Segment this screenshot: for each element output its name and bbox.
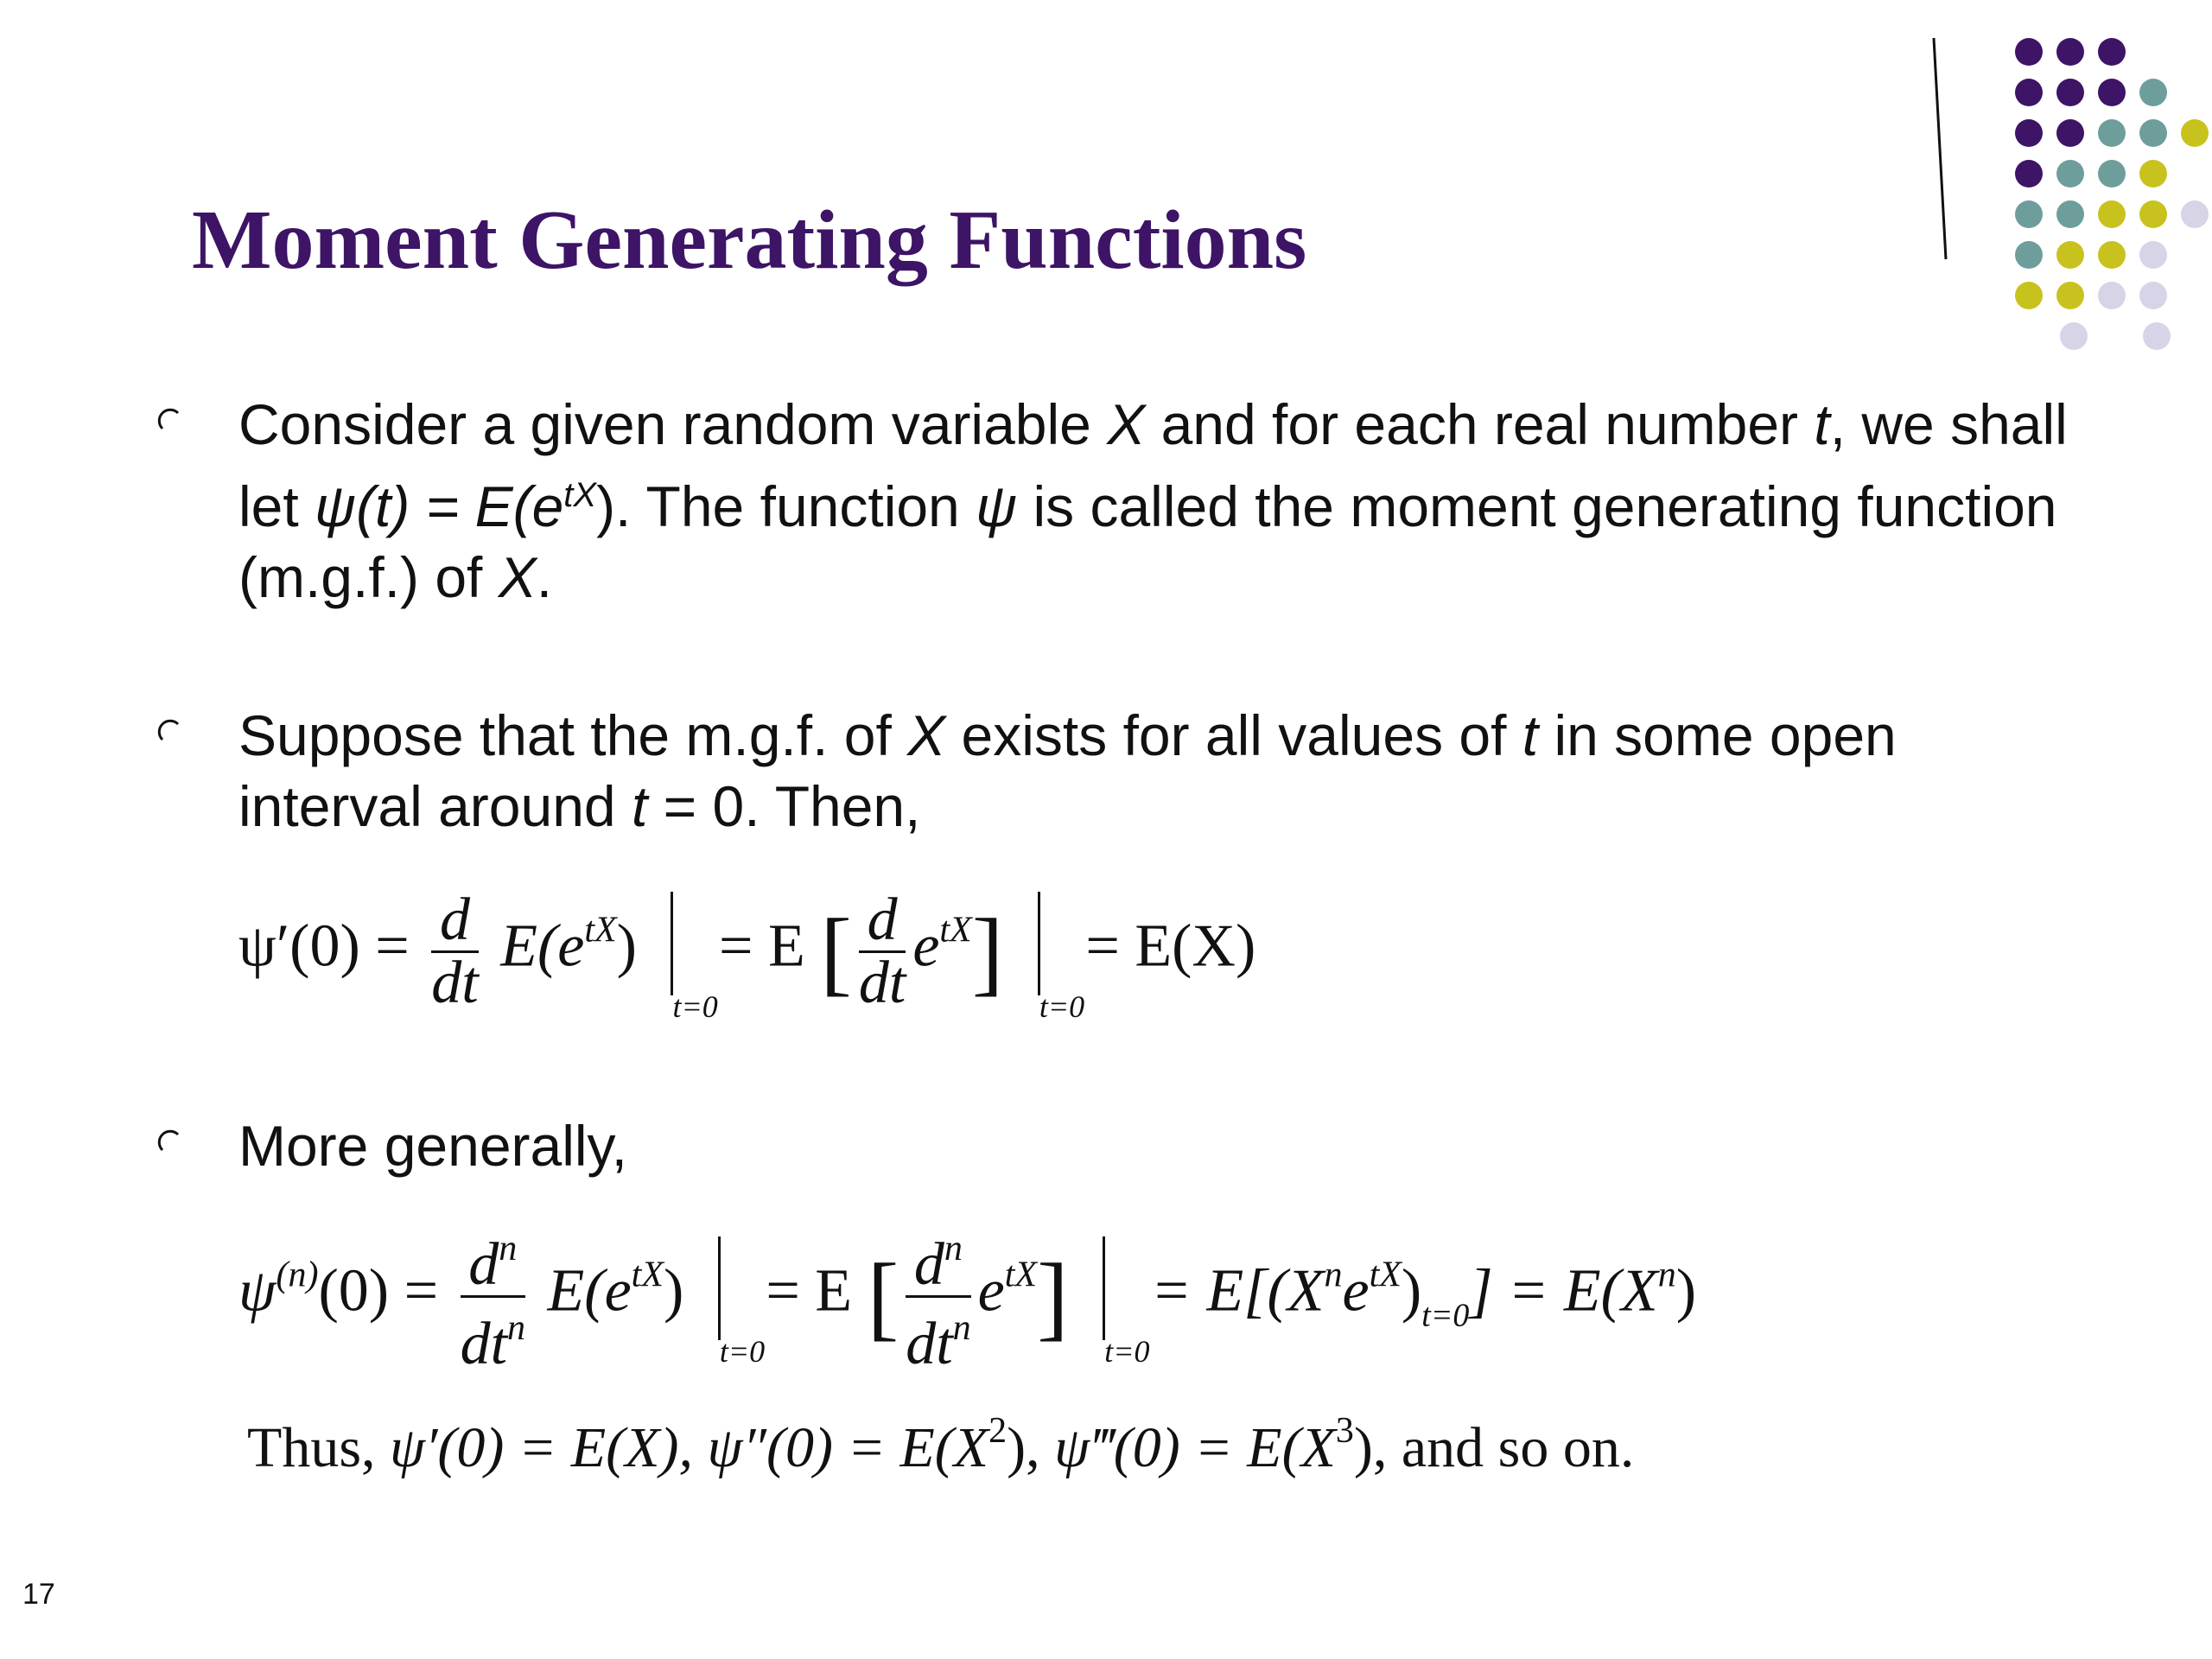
bullet-text-mgf-definition — [238, 389, 2070, 613]
thus-first-moment: ψ′(0) = E(X), — [390, 1416, 694, 1479]
decorative-dot — [2181, 200, 2209, 228]
thus-second-moment: ψ″(0) = E(X — [707, 1416, 989, 1479]
eq2-frac-num: d — [468, 1231, 499, 1298]
decorative-dot-grid — [0, 0, 2212, 363]
thus-word: Thus, — [247, 1416, 376, 1479]
page-title: Moment Generating Functions — [192, 194, 1307, 287]
bullet-1-segment-1: X — [907, 703, 946, 767]
eq1-lhs: ψ′(0) = — [238, 912, 410, 980]
decorative-dot — [2015, 200, 2043, 228]
eq2-eval-bar-2 — [1084, 1236, 1150, 1369]
eq1-eval-bar — [652, 892, 718, 1024]
eq1-expectation: E(e — [500, 912, 585, 980]
eq1-eval-at: t=0 — [672, 988, 718, 1024]
bullet-0-segment-3: t — [1814, 392, 1830, 456]
eq1-mid-sup: tX — [939, 910, 972, 950]
thus-second-sup: 2 — [988, 1411, 1007, 1451]
bullet-0-segment-9: is called the moment generating function (m.g.f.) of — [238, 474, 2057, 609]
decorative-dot — [2015, 119, 2043, 147]
bullet-0-segment-10: X — [498, 545, 537, 609]
bullet-1-segment-4: in some open interval around — [238, 703, 1897, 838]
eq2-exp-sup: tX — [631, 1255, 664, 1295]
eq2-tail-sup2: tX — [1369, 1255, 1402, 1295]
decorative-dot — [2056, 241, 2084, 269]
eq1-frac2-den: dt — [858, 950, 906, 1016]
decorative-dot — [2060, 322, 2088, 350]
decorative-dot — [2139, 119, 2167, 147]
decorative-dot — [2056, 160, 2084, 188]
eq2-lhs: ψ — [238, 1257, 276, 1325]
eq1-frac-num: d — [431, 890, 478, 953]
decorative-dot — [2143, 322, 2171, 350]
decorative-dot — [2098, 38, 2126, 66]
eq2-eval-bar — [699, 1236, 766, 1369]
decorative-dot — [2098, 119, 2126, 147]
decorative-dot — [2098, 160, 2126, 188]
decorative-dot — [2015, 282, 2043, 309]
eq2-lhs-sup: (n) — [276, 1255, 319, 1295]
eq2-frac2-den-sup: n — [952, 1308, 971, 1348]
decorative-dot — [2098, 200, 2126, 228]
eq2-eval-at-2: t=0 — [1104, 1333, 1150, 1369]
eq1-close: ) — [616, 912, 637, 980]
eq2-frac2-den: dt — [906, 1311, 953, 1377]
eq1-fraction — [431, 887, 479, 1016]
decorative-dot — [2139, 79, 2167, 106]
circle-arc-bullet-icon — [156, 1128, 183, 1155]
decorative-dot — [2139, 200, 2167, 228]
eq2-tail-close: ) — [1401, 1257, 1422, 1325]
eq2-tail-end: ] = E(X — [1469, 1257, 1658, 1325]
bullet-1-segment-3: t — [1522, 703, 1539, 767]
bullet-1-segment-0: Suppose that the m.g.f. of — [238, 703, 908, 767]
eq2-tail-sub: t=0 — [1421, 1297, 1470, 1334]
bullet-1-segment-6: = 0. Then, — [647, 774, 921, 838]
eq1-eval-at-2: t=0 — [1039, 988, 1085, 1024]
bullet-1-segment-2: exists for all values of — [945, 703, 1522, 767]
eq2-expectation: E(e — [547, 1257, 632, 1325]
decorative-dot — [2098, 241, 2126, 269]
equation-thus-line — [247, 1410, 1634, 1481]
decorative-dot — [2139, 282, 2167, 309]
thus-third-sup: 3 — [1335, 1411, 1354, 1451]
decorative-dot — [2098, 79, 2126, 106]
decorative-dot — [2181, 119, 2209, 147]
eq2-fraction-2 — [906, 1218, 970, 1375]
eq2-tail-sup1: n — [1324, 1255, 1343, 1295]
decorative-dot — [2056, 38, 2084, 66]
bullet-0-segment-7: ). The function — [596, 474, 976, 538]
circle-arc-bullet-icon — [156, 717, 183, 745]
decorative-dot — [2098, 282, 2126, 309]
decorative-dot — [2056, 200, 2084, 228]
eq1-eval-bar-2 — [1019, 892, 1085, 1024]
eq1-mid: = E — [718, 912, 805, 980]
bullet-0-segment-4: , we shall let — [238, 392, 2068, 538]
decorative-dot — [2056, 119, 2084, 147]
bullet-0-segment-1: X — [1107, 392, 1146, 456]
decorative-dot — [2056, 79, 2084, 106]
thus-third-close: ), — [1353, 1416, 1388, 1479]
eq2-mid: = E — [766, 1257, 853, 1325]
eq2-frac2-num-sup: n — [944, 1229, 963, 1268]
decorative-dot — [2056, 282, 2084, 309]
divider-line — [1934, 38, 1946, 259]
eq2-fraction — [461, 1218, 525, 1375]
eq2-rhs-sup: n — [1657, 1255, 1676, 1295]
eq2-frac-den: dt — [460, 1311, 508, 1377]
eq2-mid-sup: tX — [1004, 1255, 1038, 1295]
equation-nth-derivative: $\psi^{(n)}(0)$ = $\frac{d^n}{dt^n}$ $E(e^{tX})$ t=0 = E [ $\frac{d^n}{dt^n}$ $e^{tX}$] t=0 = $E[(X^ne^{tX})_{t=0}] = E(X^n)$ — [238, 1218, 1696, 1375]
bullet-text-mgf-exists — [238, 700, 2070, 842]
bullet-0-segment-6: tX — [563, 476, 597, 514]
page-number: 17 — [22, 1578, 55, 1611]
eq1-frac-den: dt — [431, 950, 479, 1016]
eq2-rhs-close: ) — [1675, 1257, 1697, 1325]
eq2-tail-e: e — [1342, 1257, 1370, 1325]
eq2-tail: = E[(X — [1150, 1257, 1325, 1325]
eq2-eval-at: t=0 — [719, 1333, 766, 1369]
eq1-rhs: = E(X) — [1085, 912, 1256, 980]
bullet-0-segment-5: ψ(t) = E(e — [315, 474, 564, 538]
decorative-dot — [2139, 160, 2167, 188]
bullet-0-segment-2: and for each real number — [1145, 392, 1815, 456]
bullet-2-segment-0: More generally, — [238, 1114, 627, 1178]
eq2-lhs-arg: (0) = — [318, 1257, 439, 1325]
decorative-dot — [2015, 160, 2043, 188]
equation-first-derivative: ψ′(0) = $\frac{d}{dt}$ $E(e^{tX})$ t=0 = E [ $\frac{d}{dt}$ $e^{tX}$] t=0 = E(X) — [238, 887, 1256, 1024]
thus-third-moment: ψ‴(0) = E(X — [1054, 1416, 1336, 1479]
eq1-frac2-num: d — [859, 890, 906, 953]
circle-arc-bullet-icon — [156, 406, 183, 434]
decorative-dot — [2015, 241, 2043, 269]
bullet-0-segment-8: ψ — [976, 474, 1018, 538]
decorative-dot — [2139, 241, 2167, 269]
decorative-dot — [2015, 38, 2043, 66]
eq2-frac-den-sup: n — [507, 1308, 526, 1348]
eq2-frac2-num: d — [913, 1231, 944, 1298]
eq1-fraction-2 — [858, 887, 906, 1016]
decorative-dot — [2015, 79, 2043, 106]
bullet-0-segment-11: . — [536, 545, 553, 609]
eq2-close: ) — [664, 1257, 684, 1325]
bullet-text-more-generally — [238, 1110, 2070, 1181]
thus-and-so-on: and so on. — [1401, 1416, 1635, 1479]
bullet-0-segment-0: Consider a given random variable — [238, 392, 1108, 456]
eq1-exp-sup: tX — [584, 910, 617, 950]
bullet-1-segment-5: t — [631, 774, 648, 838]
thus-second-close: ), — [1007, 1416, 1040, 1479]
eq2-frac-num-sup: n — [499, 1229, 518, 1268]
